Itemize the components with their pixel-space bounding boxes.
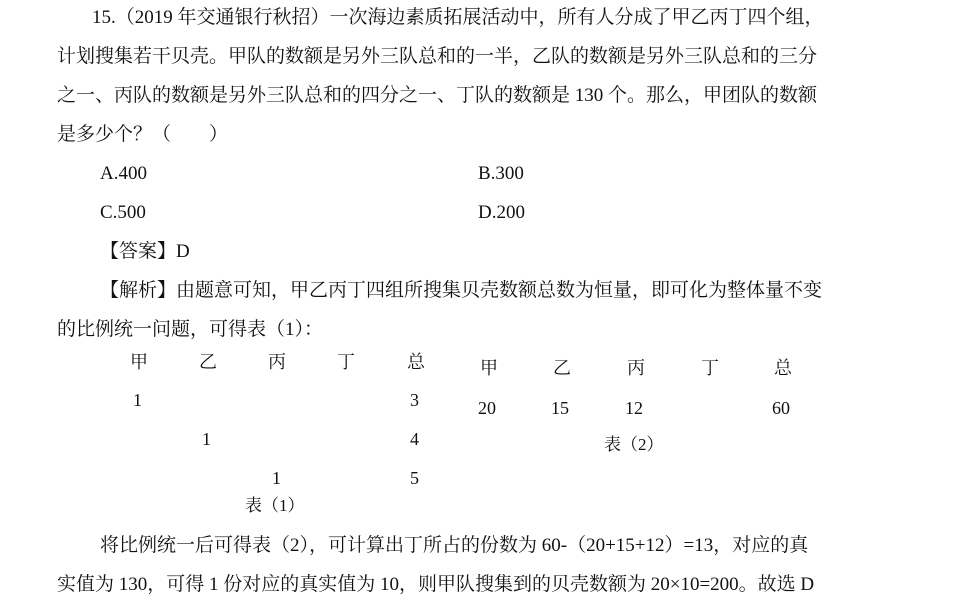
table2-header-jia: 甲: [480, 358, 498, 378]
table1-header-bing: 丙: [268, 352, 286, 372]
option-d: D.200: [478, 202, 525, 223]
table2-header-yi: 乙: [553, 358, 571, 378]
table1-header-yi: 乙: [199, 352, 217, 372]
table1-header-total: 总: [407, 352, 425, 372]
question-line-4: 是多少个？（ ）: [57, 124, 229, 145]
table2-header-ding: 丁: [701, 358, 719, 378]
table1-header-jia: 甲: [130, 352, 148, 372]
analysis-line-2: 的比例统一问题，可得表（1）：: [57, 319, 324, 340]
table1-caption: 表（1）: [245, 496, 305, 515]
conclusion-line-2: 实值为 130，可得 1 份对应的真实值为 10，则甲队搜集到的贝壳数额为 20×10=200。故选 D: [57, 574, 815, 595]
table1-row3-bing: 1: [272, 468, 281, 488]
table2-value-bing: 12: [625, 398, 643, 418]
table1-row3-total: 5: [410, 468, 419, 488]
table2-value-jia: 20: [478, 398, 496, 418]
table1-row2-yi: 1: [202, 429, 211, 449]
table2-header-total: 总: [774, 358, 792, 378]
option-b: B.300: [478, 163, 524, 184]
analysis-line-1: 【解析】由题意可知，甲乙丙丁四组所搜集贝壳数额总数为恒量，即可化为整体量不变: [100, 280, 823, 301]
table2-value-total: 60: [772, 398, 790, 418]
question-line-1: 15.（2019 年交通银行秋招）一次海边素质拓展活动中，所有人分成了甲乙丙丁四个组，: [92, 7, 824, 28]
question-line-3: 之一、丙队的数额是另外三队总和的四分之一、丁队的数额是 130 个。那么，甲团队的数额: [57, 85, 818, 106]
table2-caption: 表（2）: [604, 435, 664, 454]
table2-value-yi: 15: [551, 398, 569, 418]
option-c: C.500: [100, 202, 146, 223]
question-line-2: 计划搜集若干贝壳。甲队的数额是另外三队总和的一半，乙队的数额是另外三队总和的三分: [57, 46, 818, 67]
table1-header-ding: 丁: [337, 352, 355, 372]
table2-header-bing: 丙: [627, 358, 645, 378]
table1-row2-total: 4: [410, 429, 419, 449]
table1-row1-total: 3: [410, 390, 419, 410]
answer-line: 【答案】D: [100, 241, 190, 262]
option-a: A.400: [100, 163, 147, 184]
table1-row1-jia: 1: [133, 390, 142, 410]
conclusion-line-1: 将比例统一后可得表（2），可计算出丁所占的份数为 60-（20+15+12）=13，对应的真: [100, 535, 809, 556]
